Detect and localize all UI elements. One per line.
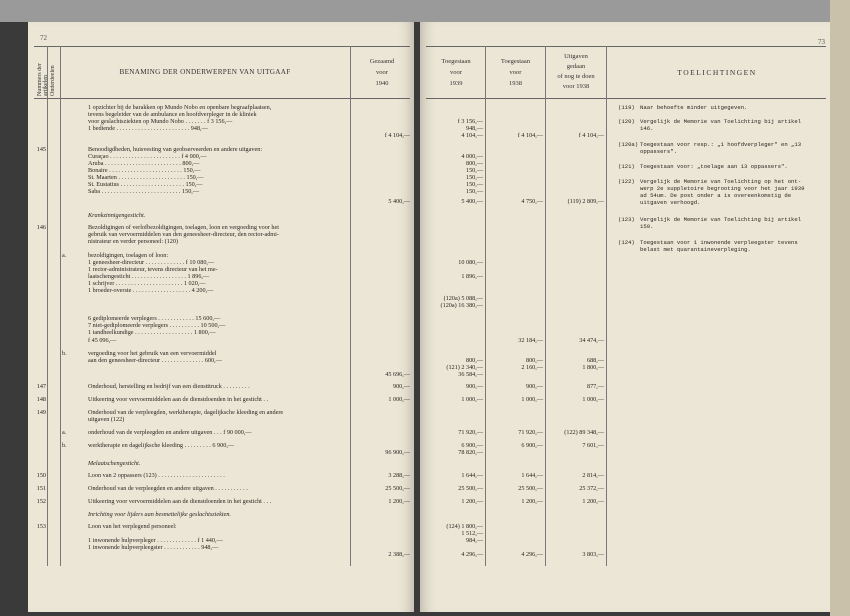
cell-c: 6 900,— [521,442,543,449]
cell-text: 1 schrijver . . . . . . . . . . . . . . . . . . . . . . 1 020,— [88,280,206,287]
cell-text: St. Eustatius . . . . . . . . . . . . . . . . . . . . . 150,— [88,181,203,188]
col-rule [485,46,486,566]
cell-text: voor geslachtsziekten op Mundo Nobo . . . . . . . f 3 156,— [88,118,233,125]
cell-d: (119) 2 809,— [567,198,604,205]
cell-text: 1 geneesheer-directeur . . . . . . . . . . . . . f 10 080,— [88,259,215,266]
cell-b: 4 000,— [461,153,483,160]
cell-a: 1 000,— [388,396,410,403]
cell-text: 7 niet-gediplomeerde verplegers . . . . . . . . . . 10 500,— [88,322,226,329]
cell-b: 800,— [465,160,483,167]
cell-d: (122) 89 348,— [564,429,604,436]
cell-b: 150,— [465,181,483,188]
cell-text: Uitkeering voor vervoermiddelen aan de dienstdoenden in het gesticht . . [88,396,269,403]
cell-c: 71 920,— [518,429,543,436]
cell-b: 1 512,— [461,530,483,537]
cell-a: 900,— [392,383,410,390]
cell-b: (124) 1 800,— [446,523,483,530]
cell-b: 5 400,— [461,198,483,205]
cell-c: 1 000,— [521,396,543,403]
cell-art: 149 [36,409,46,416]
cell-text: 1 inwonende hulpverpleegster . . . . . . . . . . . . 948,— [88,544,219,551]
cell-b: 984,— [465,537,483,544]
cell-c: 25 500,— [518,485,543,492]
header-numbers: Nummers der artikelen [37,63,49,96]
cell-text: Melaatschengesticht. [88,460,141,467]
note-text: ad 54um. De post onder a is overeenkomstig de [640,192,792,199]
cell-art: 148 [36,396,46,403]
cell-text: Benoodigdheden, huisvesting van geobserveerden en andere uitgaven: [88,146,263,153]
cell-text: Saba . . . . . . . . . . . . . . . . . . . . . . . . . . 150,— [88,188,200,195]
page-number-left: 72 [40,34,47,42]
cell-text: Inrichting voor lijders aan besmettelijke geslachtsziekten. [88,511,231,518]
cell-art: 146 [36,224,46,231]
scanner-top-bar [0,0,850,22]
note-text: Vergelijk de Memorie van Toelichting bij artikel [640,118,802,125]
cell-text: aan den geneesheer-directeur . . . . . . . . . . . . . . 600,— [88,357,222,364]
cell-d: 3 803,— [582,551,604,558]
cell-a: 1 200,— [388,498,410,505]
cell-b: 150,— [465,188,483,195]
note-label: (122) [618,178,635,185]
cell-text: Loon van 2 oppassers (123) . . . . . . . . . . . . . . . . . . . . . . [88,472,225,479]
header-uitgaven: Uitgaven gedaan of nog te doen voor 1938 [557,53,595,90]
cell-c: 1 200,— [521,498,543,505]
cell-text: Bonaire . . . . . . . . . . . . . . . . . . . . . . . . 150,— [88,167,201,174]
cell-b: 900,— [465,383,483,390]
header-title: BENAMING DER ONDERWERPEN VAN UITGAAF [119,68,291,76]
cell-a: f 4 104,— [384,132,410,139]
cell-b: 25 500,— [458,485,483,492]
cell-b: 10 080,— [458,259,483,266]
cell-sub: a. [62,252,67,259]
cell-c: f 4 104,— [517,132,543,139]
cell-b: 78 820,— [458,449,483,456]
cell-text: 1 opzichter bij de barakken op Mundo Nobo en openbare begraafplaatsen, [88,104,272,111]
note-text: Toegestaan voor resp.: „1 hoofdverpleger" en „13 [640,141,802,148]
header-bottom-rule-right [426,98,826,99]
header-sub: Onderdeelen [50,65,56,96]
cell-b: 1 644,— [461,472,483,479]
cell-art: 153 [36,523,46,530]
col-rule [545,46,546,566]
cell-text: 1 inwonende hulpverpleger . . . . . . . . . . . . . f 1 440,— [88,537,223,544]
header-toelichtingen: TOELICHTINGEN [677,68,757,77]
cell-text: vergoeding voor het gebruik van een vervoermiddel [88,350,217,357]
cell-b: 6 900,— [461,442,483,449]
header-top-rule-right [426,46,826,47]
cell-text: bezoldigingen, toelagen of loon: [88,252,169,259]
cell-text: 1 tandheelkundige . . . . . . . . . . . . . . . . . . . 1 800,— [88,329,216,336]
cell-c: 800,— [525,357,543,364]
header-gezaamd: Gezaamd voor 1940 [369,58,395,87]
cell-d: 1 000,— [582,396,604,403]
cell-text: 6 gediplomeerde verplegers . . . . . . . . . . . . 15 600,— [88,315,221,322]
cell-c: 1 644,— [521,472,543,479]
cell-b: 1 000,— [461,396,483,403]
cell-text: f 45 096,— [88,337,117,344]
note-text: Toegestaan voor 1 inwonende verpleegster tevens [640,239,798,246]
cell-text: Uitkeering voor vervoermiddelen aan de dienstdoenden in het gesticht . . . [88,498,272,505]
cell-a: 25 500,— [385,485,410,492]
cell-text: onderhoud van de verpleegden en andere uitgaven . . . f 90 000,— [88,429,252,436]
cell-text: uitgaven (122) [88,416,125,423]
header-toegestaan-1939: Toegestaan voor 1939 [441,58,471,87]
cell-b: 36 584,— [458,371,483,378]
cell-c: 32 184,— [518,337,543,344]
cell-art: 145 [36,146,46,153]
cell-d: 25 372,— [579,485,604,492]
cell-a: 45 696,— [385,371,410,378]
cell-text: Krankzinnigengesticht. [88,212,146,219]
note-label: (123) [618,216,635,223]
note-text: Vergelijk de Memorie van Toelichting op het ont- [640,178,802,185]
cell-b: 4 104,— [461,132,483,139]
cell-d: 688,— [586,357,604,364]
cell-a: 96 900,— [385,449,410,456]
cell-text: Loon van het verplegend personeel: [88,523,177,530]
cell-d: 34 474,— [579,337,604,344]
cell-b: 150,— [465,174,483,181]
cell-art: 152 [36,498,46,505]
cell-text: 1 bediende . . . . . . . . . . . . . . . . . . . . . . . . 948,— [88,125,208,132]
cell-d: 1 800,— [582,364,604,371]
note-label: (121) [618,163,635,170]
cell-text: werktherapie en dagelijksche kleeding . . . . . . . . . 6 900,— [88,442,235,449]
cell-sub: b. [62,350,67,357]
cell-art: 150 [36,472,46,479]
col-rule [60,46,61,566]
note-label: (120a) [618,141,639,148]
cell-text: tevens begeleider van de ambulance en hoofdverpleger in de kliniek [88,111,257,118]
cell-text: Bezoldigingen of verlofbezoldigingen, toelagen, loon en vergoeding voor het [88,224,279,231]
cell-c: 2 160,— [521,364,543,371]
cell-a: 3 288,— [388,472,410,479]
cell-text: nistrateur en verder personeel: (120) [88,238,179,245]
cell-art: 147 [36,383,46,390]
note-text: Vergelijk de Memorie van Toelichting bij artikel [640,216,802,223]
cell-text: Onderhoud, herstelling en bedrijf van een dienstttruck . . . . . . . . . [88,383,250,390]
cell-c: 4 296,— [521,551,543,558]
cell-text: Curaçao . . . . . . . . . . . . . . . . . . . . . . . f 4 000,— [88,153,207,160]
cell-d: 2 814,— [582,472,604,479]
cell-c: 4 750,— [521,198,543,205]
cell-b: 1 896,— [461,273,483,280]
cell-b: (120a) 5 088,— [443,295,483,302]
col-rule [47,46,48,566]
cell-text: 1 rector-administrateur, tevens directeur van het me- [88,266,218,273]
col-rule [606,46,607,566]
col-rule [350,46,351,566]
cell-b: 1 200,— [461,498,483,505]
cell-d: 1 200,— [582,498,604,505]
cell-b: 150,— [465,167,483,174]
note-text: belast met quarantaineverpleging. [640,246,751,253]
cell-text: 1 broeder-overste . . . . . . . . . . . . . . . . . . . 4 200,— [88,287,214,294]
cell-d: 877,— [586,383,604,390]
note-text: Naar behoefte minder uitgegeven. [640,104,748,111]
cell-a: 5 400,— [388,198,410,205]
note-text: 150. [640,223,654,230]
cell-a: 2 388,— [388,551,410,558]
cell-d: f 4 104,— [578,132,604,139]
note-label: (124) [618,239,635,246]
note-text: werp 2e suppletoire begrooting voor het jaar 1939 [640,185,805,192]
page-number-right: 73 [818,38,825,46]
cell-c: 900,— [525,383,543,390]
cell-text: Onderhoud van de verpleegden, werktherapie, dagelijksche kleeding en andere [88,409,284,416]
cell-b: 71 920,— [458,429,483,436]
note-label: (119) [618,104,635,111]
cell-text: Aruba . . . . . . . . . . . . . . . . . . . . . . . . . 800,— [88,160,200,167]
cell-text: gebruik van vervoermiddelen van den geneesheer-directeur, den rector-admi- [88,231,279,238]
cell-b: (120a) 16 380,— [440,302,483,309]
note-text: Toegestaan voor: „toelage aan 13 oppassers". [640,163,788,170]
note-text: uitgaven verhoogd. [640,199,701,206]
note-label: (120) [618,118,635,125]
book-edge [830,0,850,616]
cell-sub: a. [62,429,67,436]
cell-b: f 3 156,— [457,118,483,125]
cell-b: 948,— [465,125,483,132]
note-text: 146. [640,125,654,132]
cell-text: Onderhoud van de verpleegden en andere uitgaven . . . . . . . . . . . [88,485,248,492]
note-text: oppassers". [640,148,677,155]
cell-text: St. Maarten . . . . . . . . . . . . . . . . . . . . . . 150,— [88,174,204,181]
header-toegestaan-1938: Toegestaan voor 1938 [500,58,531,87]
header-top-rule-left [34,46,410,47]
header-bottom-rule-left [34,98,410,99]
cell-d: 7 601,— [582,442,604,449]
cell-text: laatschengesticht . . . . . . . . . . . . . . . . . . 1 896,— [88,273,210,280]
cell-b: (121) 2 340,— [446,364,483,371]
cell-b: 800,— [465,357,483,364]
cell-art: 151 [36,485,46,492]
cell-sub: b. [62,442,67,449]
cell-b: 4 296,— [461,551,483,558]
